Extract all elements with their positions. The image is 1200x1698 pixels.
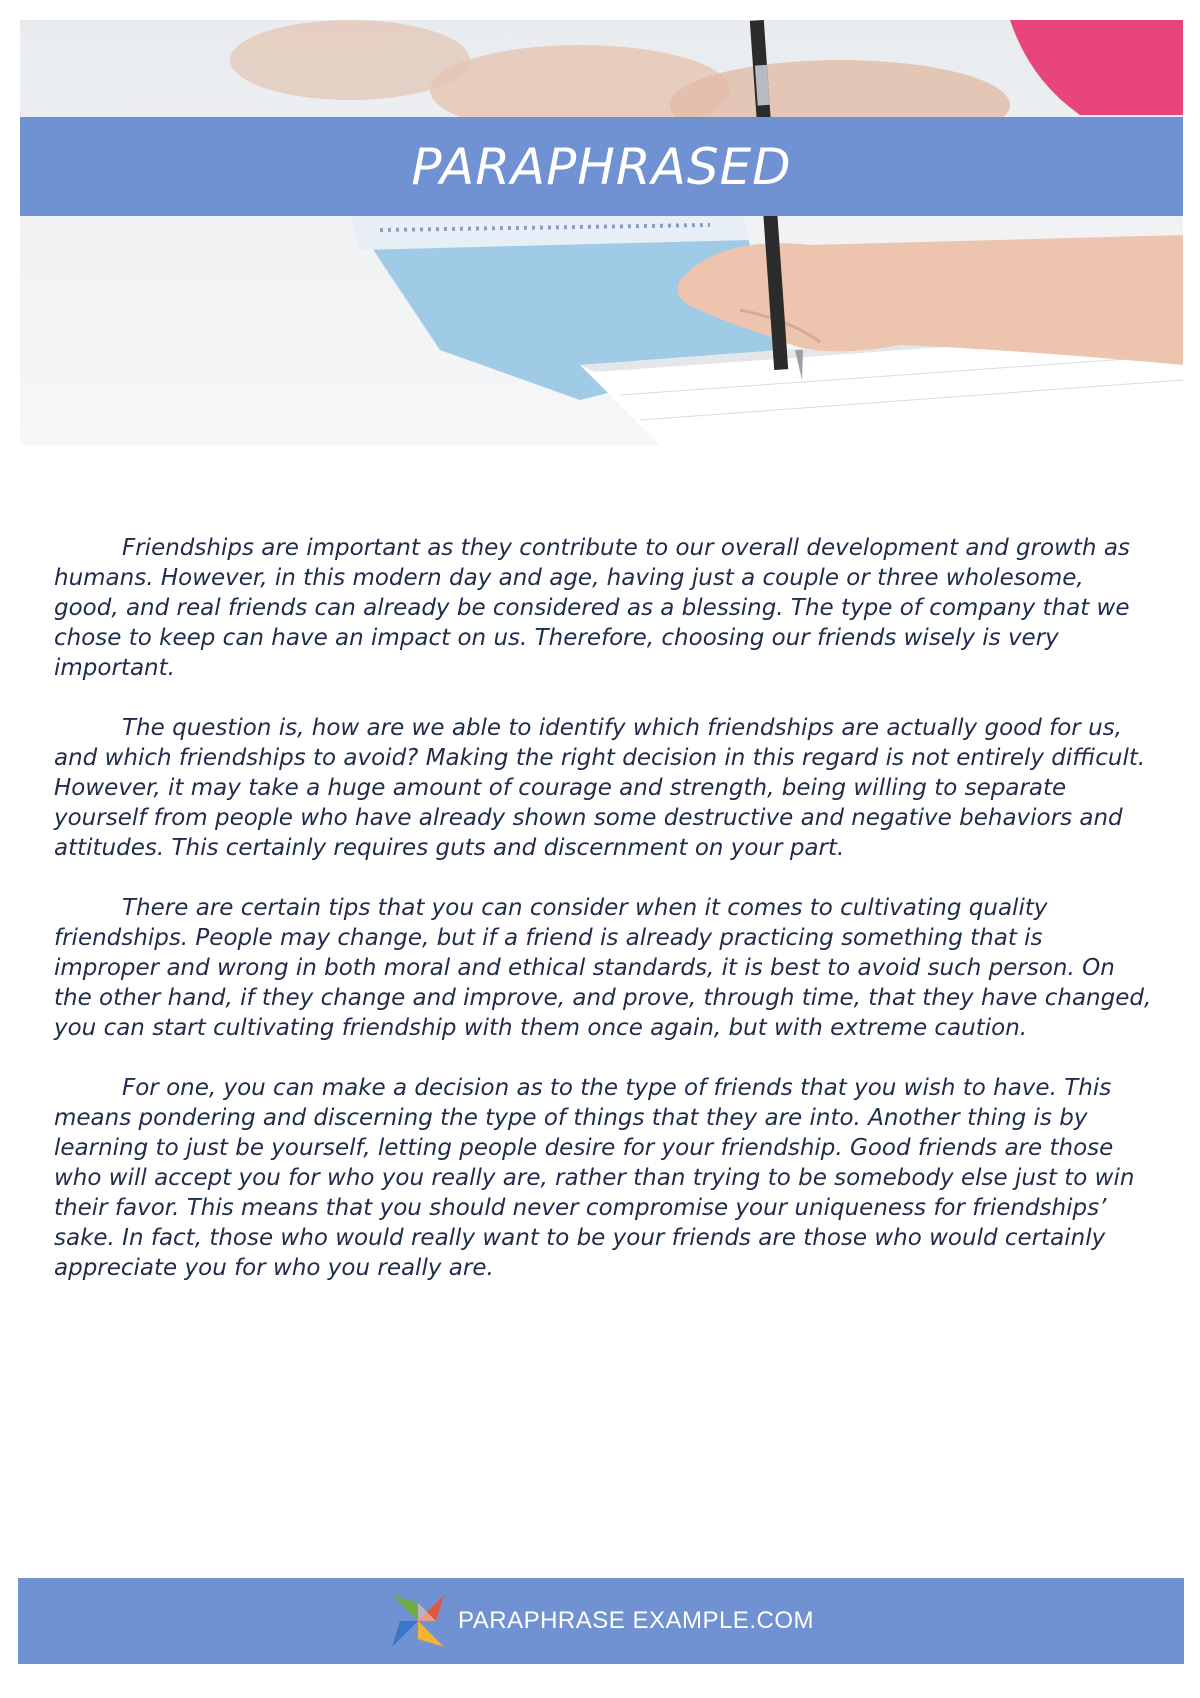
paragraph-4: For one, you can make a decision as to the type of friends that you wish to have. This means pondering and discerning the type of things that they are into. Another thing is by learning to just be yourself, letting people desire for your friendship. Good friends are those who will accept you for who you really are, rather than trying to be somebody else just to win their favor. This means that you should never compromise your uniqueness for friendships’ sake. In fact, those who would really want to be your friends are those who would certainly appreciate you for who you really are. [54, 1075, 1135, 1281]
paragraph-2: The question is, how are we able to identify which friendships are actually good for us, and which friendships to avoid? Making the right decision in this regard is not entirely difficult. However, it may take a huge amount of courage and strength, being willing to separate yourself from people who have already shown some destructive and negative behaviors and attitudes. This certainly requires guts and discernment on your part. [54, 715, 1146, 861]
footer-banner [18, 1578, 1184, 1664]
writing-hands-illustration [20, 20, 1183, 445]
page-title: PARAPHRASED [411, 137, 792, 196]
brand-name: PARAPHRASE EXAMPLE.COM [458, 1607, 814, 1634]
paragraph-1: Friendships are important as they contribute to our overall development and growth as humans. However, in this modern day and age, having just a couple or three wholesome, good, and real friends can already be considered as a blessing. The type of company that we chose to keep can have an impact on us. Therefore, choosing our friends wisely is very important. [54, 535, 1130, 681]
title-banner [20, 117, 1183, 216]
paragraph-3: There are certain tips that you can consider when it comes to cultivating quality friendships. People may change, but if a friend is already practicing something that is improper and wrong in both moral and ethical standards, it is best to avoid such person. On the other hand, if they change and improve, and prove, through time, that they have changed, you can start cultivating friendship with them once again, but with extreme caution. [54, 895, 1152, 1041]
article-body [54, 533, 1154, 1313]
hero-photo [20, 20, 1183, 445]
pinwheel-logo-icon [388, 1591, 448, 1651]
